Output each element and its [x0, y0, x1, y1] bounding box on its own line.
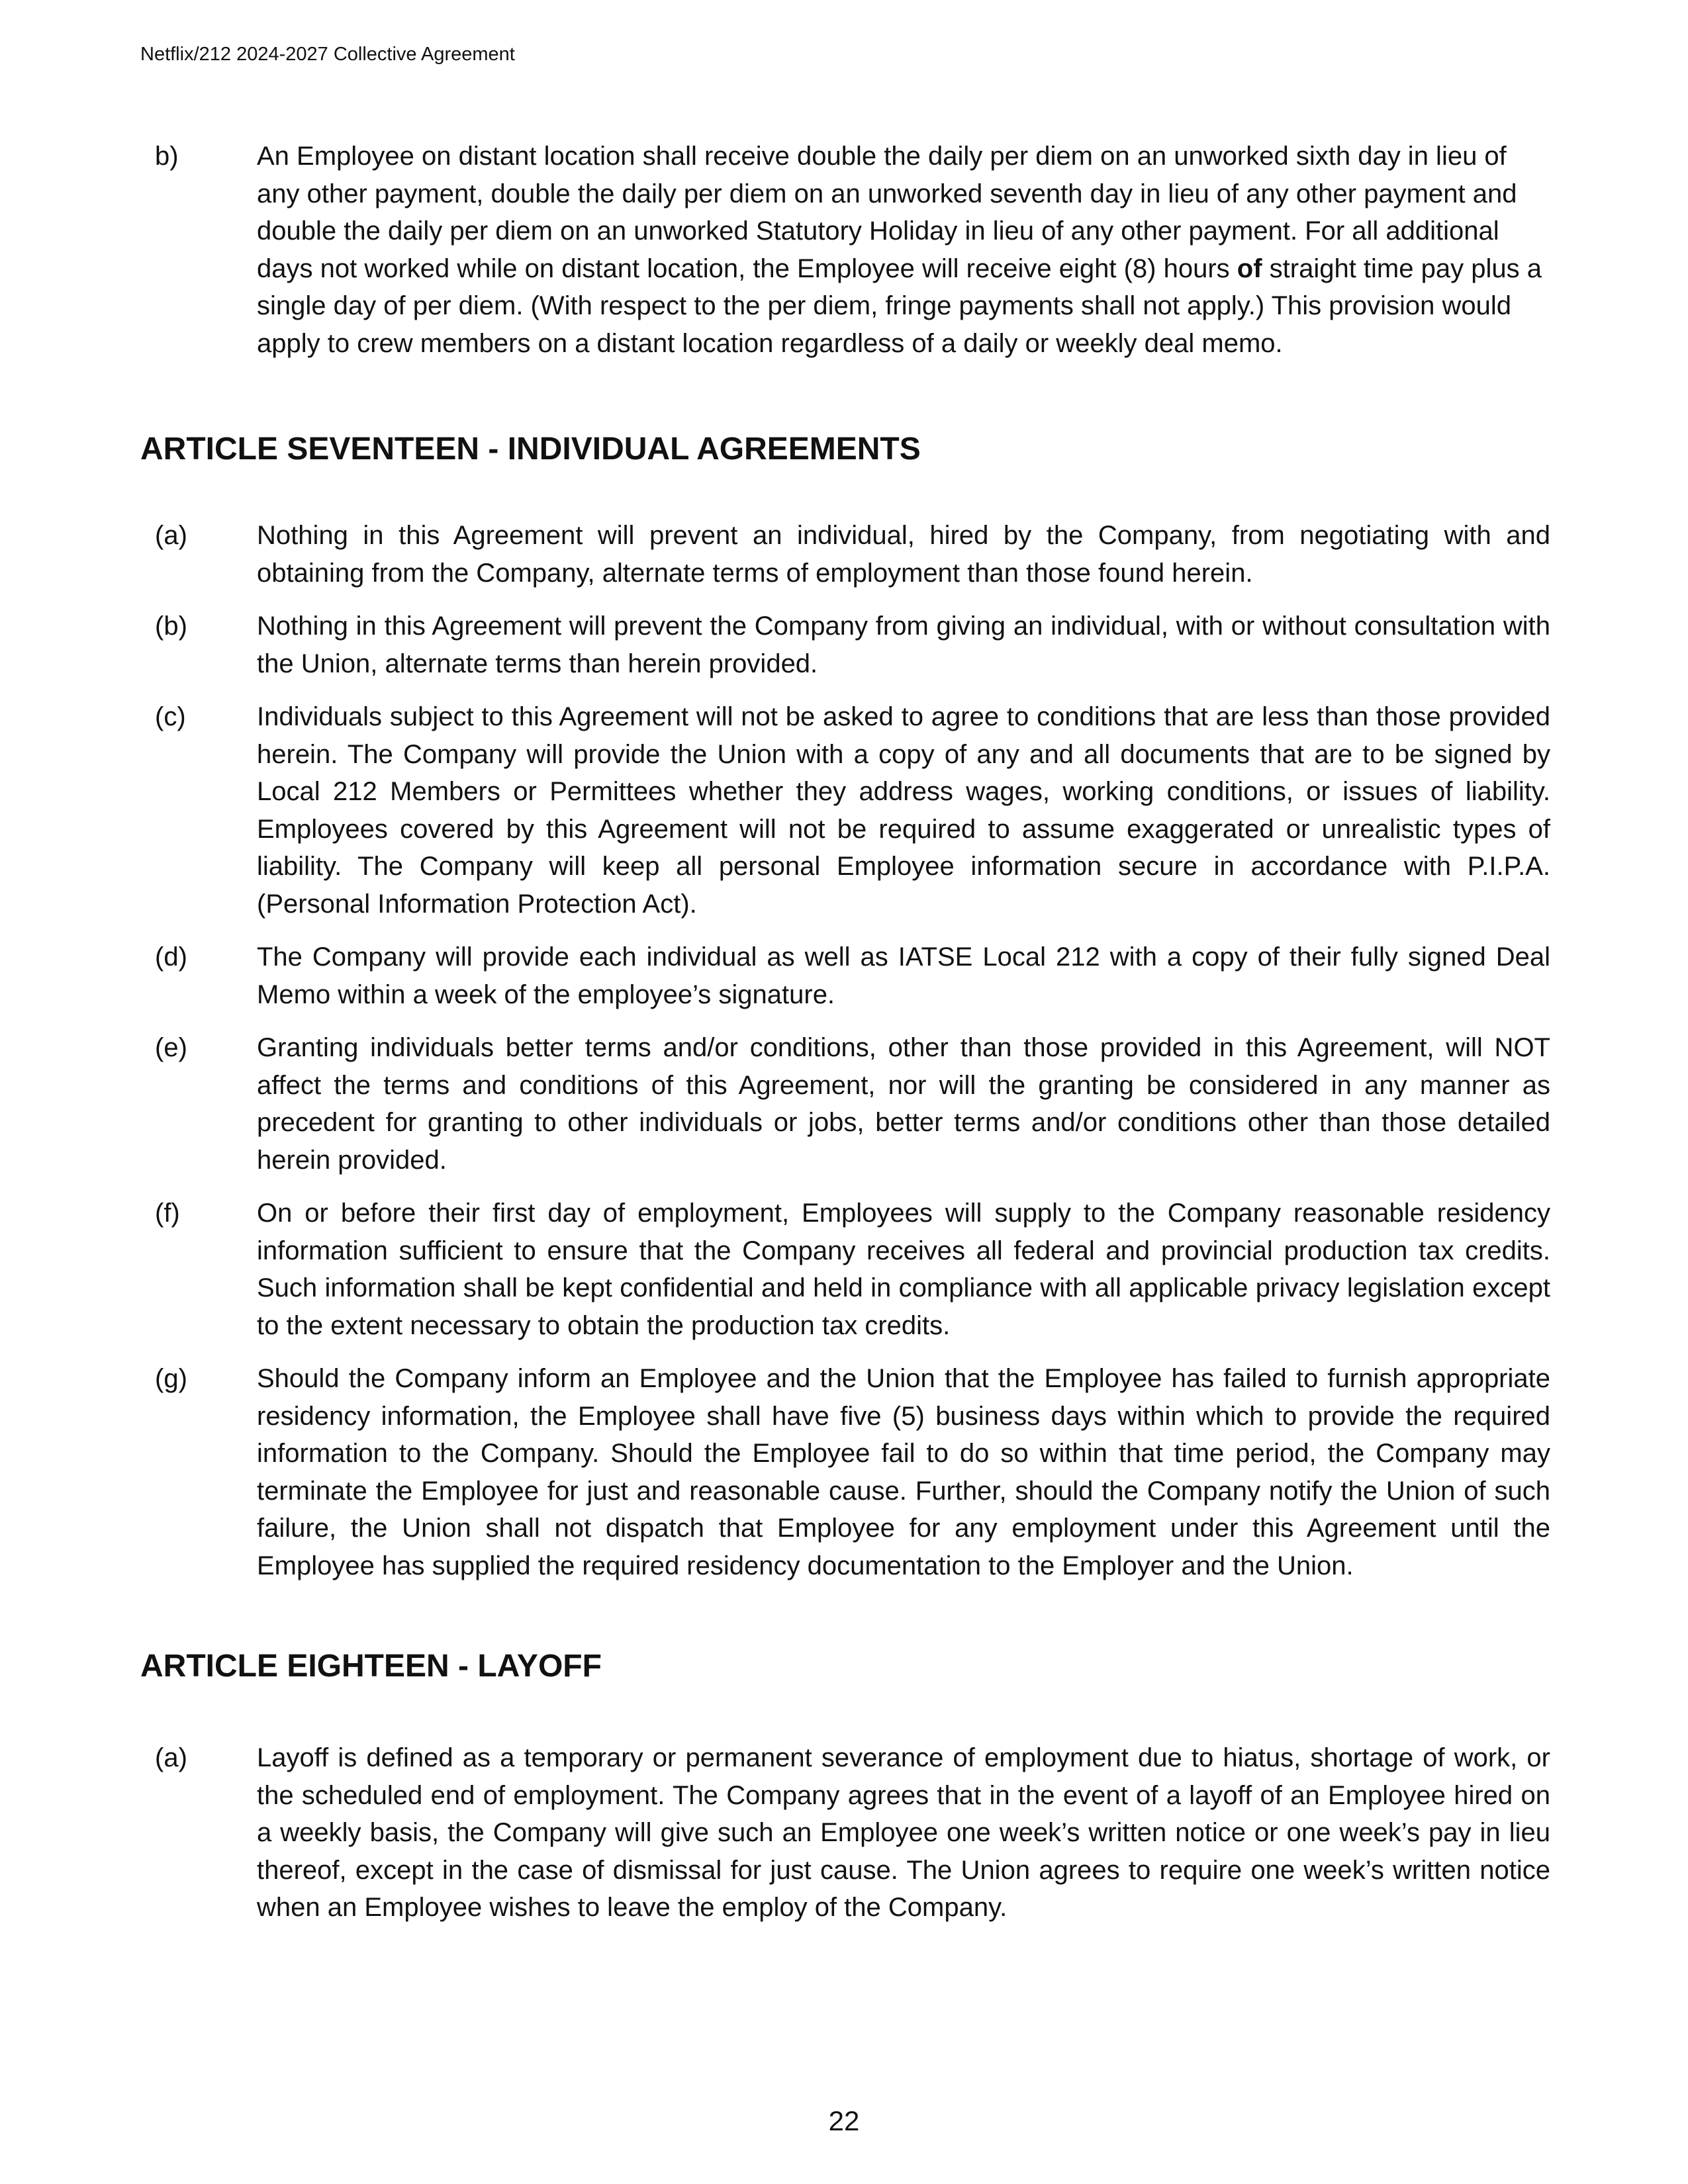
- article-17-clause-e: [140, 1029, 1550, 1179]
- clause-text: The Company will provide each individual as well as IATSE Local 212 with a copy of their fully signed Deal Memo within a week of the employee’s signature.: [257, 942, 1550, 1009]
- clause-label: b): [155, 142, 179, 171]
- clause-label: (g): [155, 1364, 187, 1393]
- article-eighteen-heading: ARTICLE EIGHTEEN - LAYOFF: [140, 1649, 602, 1684]
- article-17-clause-g: [140, 1360, 1550, 1584]
- clause-text: Nothing in this Agreement will prevent the Company from giving an individual, with or without consultation with the Union, alternate terms than herein provided.: [257, 612, 1550, 678]
- clause-text: [257, 138, 1550, 362]
- clause-text: Should the Company inform an Employee and the Union that the Employee has failed to furnish appropriate residency information, the Employee shall have five (5) business days within which to provide the required information to the Company. Should the Employee fail to do so within that time period, the Company may terminate the Employee for just and reasonable cause. Further, should the Company notify the Union of such failure, the Union shall not dispatch that Employee for any employment under this Agreement until the Employee has supplied the required residency documentation to the Employer and the Union.: [257, 1364, 1550, 1580]
- page-number: 22: [828, 2105, 860, 2136]
- article-17-clause-a: [140, 517, 1550, 592]
- document-body: [140, 138, 1550, 1942]
- clause-bold-word: of: [1237, 253, 1262, 283]
- running-header-title: Netflix/212 2024-2027 Collective Agreement: [140, 44, 515, 65]
- clause-text: Individuals subject to this Agreement will not be asked to agree to conditions that are less than those provided herein. The Company will provide the Union with a copy of any and all documents that are to be signed by Local 212 Members or Permittees whether they address wages, working conditions, or issues of liability. Employees covered by this Agreement will not be required to assume exaggerated or unrealistic types of liability. The Company will keep all personal Employee information secure in accordance with P.I.P.A. (Personal Information Protection Act).: [257, 702, 1550, 919]
- article-17-clause-b: [140, 608, 1550, 682]
- clause-label: (d): [155, 942, 187, 972]
- clause-label: (a): [155, 521, 187, 550]
- article-18-clause-a: [140, 1739, 1550, 1927]
- article-seventeen-heading: ARTICLE SEVENTEEN - INDIVIDUAL AGREEMENTS: [140, 432, 921, 467]
- clause-text-part: An Employee on distant location shall receive double the daily per diem on an unworked sixth day in lieu of any other payment, double the daily per diem on an unworked seventh day in lieu of any other payment and double the daily per diem on an unworked Statutory Holiday in lieu of any other payment. For all additional days not worked while on distant location, the Employee will receive eight (8) hours: [257, 142, 1517, 283]
- article-17-clause-d: [140, 938, 1550, 1013]
- article-17-clause-c: [140, 698, 1550, 923]
- clause-label: (b): [155, 612, 187, 641]
- clause-text-part: straight time pay plus a single day of per diem. (With respect to the per diem, fringe payments shall not apply.) This provision would apply to crew members on a distant location regardless of a daily or weekly deal memo.: [257, 253, 1542, 358]
- article-17-clause-f: [140, 1195, 1550, 1344]
- clause-label: (f): [155, 1199, 180, 1228]
- clause-text: Granting individuals better terms and/or conditions, other than those provided in this Agreement, will NOT affect the terms and conditions of this Agreement, nor will the granting be considered in any manner as precedent for granting to other individuals or jobs, better terms and/or conditions other than those detailed herein provided.: [257, 1033, 1550, 1175]
- clause-label: (c): [155, 702, 186, 731]
- clause-text: Nothing in this Agreement will prevent an individual, hired by the Company, from negotiating with and obtaining from the Company, alternate terms of employment than those found herein.: [257, 521, 1550, 588]
- clause-b-distant-location: [140, 138, 1550, 362]
- clause-label: (a): [155, 1743, 187, 1772]
- clause-label: (e): [155, 1033, 187, 1062]
- clause-text: Layoff is defined as a temporary or permanent severance of employment due to hiatus, shortage of work, or the scheduled end of employment. The Company agrees that in the event of a layoff of an Employee hired on a weekly basis, the Company will give such an Employee one week’s written notice or one week’s pay in lieu thereof, except in the case of dismissal for just cause. The Union agrees to require one week’s written notice when an Employee wishes to leave the employ of the Company.: [257, 1743, 1550, 1922]
- clause-text: On or before their first day of employment, Employees will supply to the Company reasonable residency information sufficient to ensure that the Company receives all federal and provincial production tax credits. Such information shall be kept confidential and held in compliance with all applicable privacy legislation except to the extent necessary to obtain the production tax credits.: [257, 1199, 1550, 1340]
